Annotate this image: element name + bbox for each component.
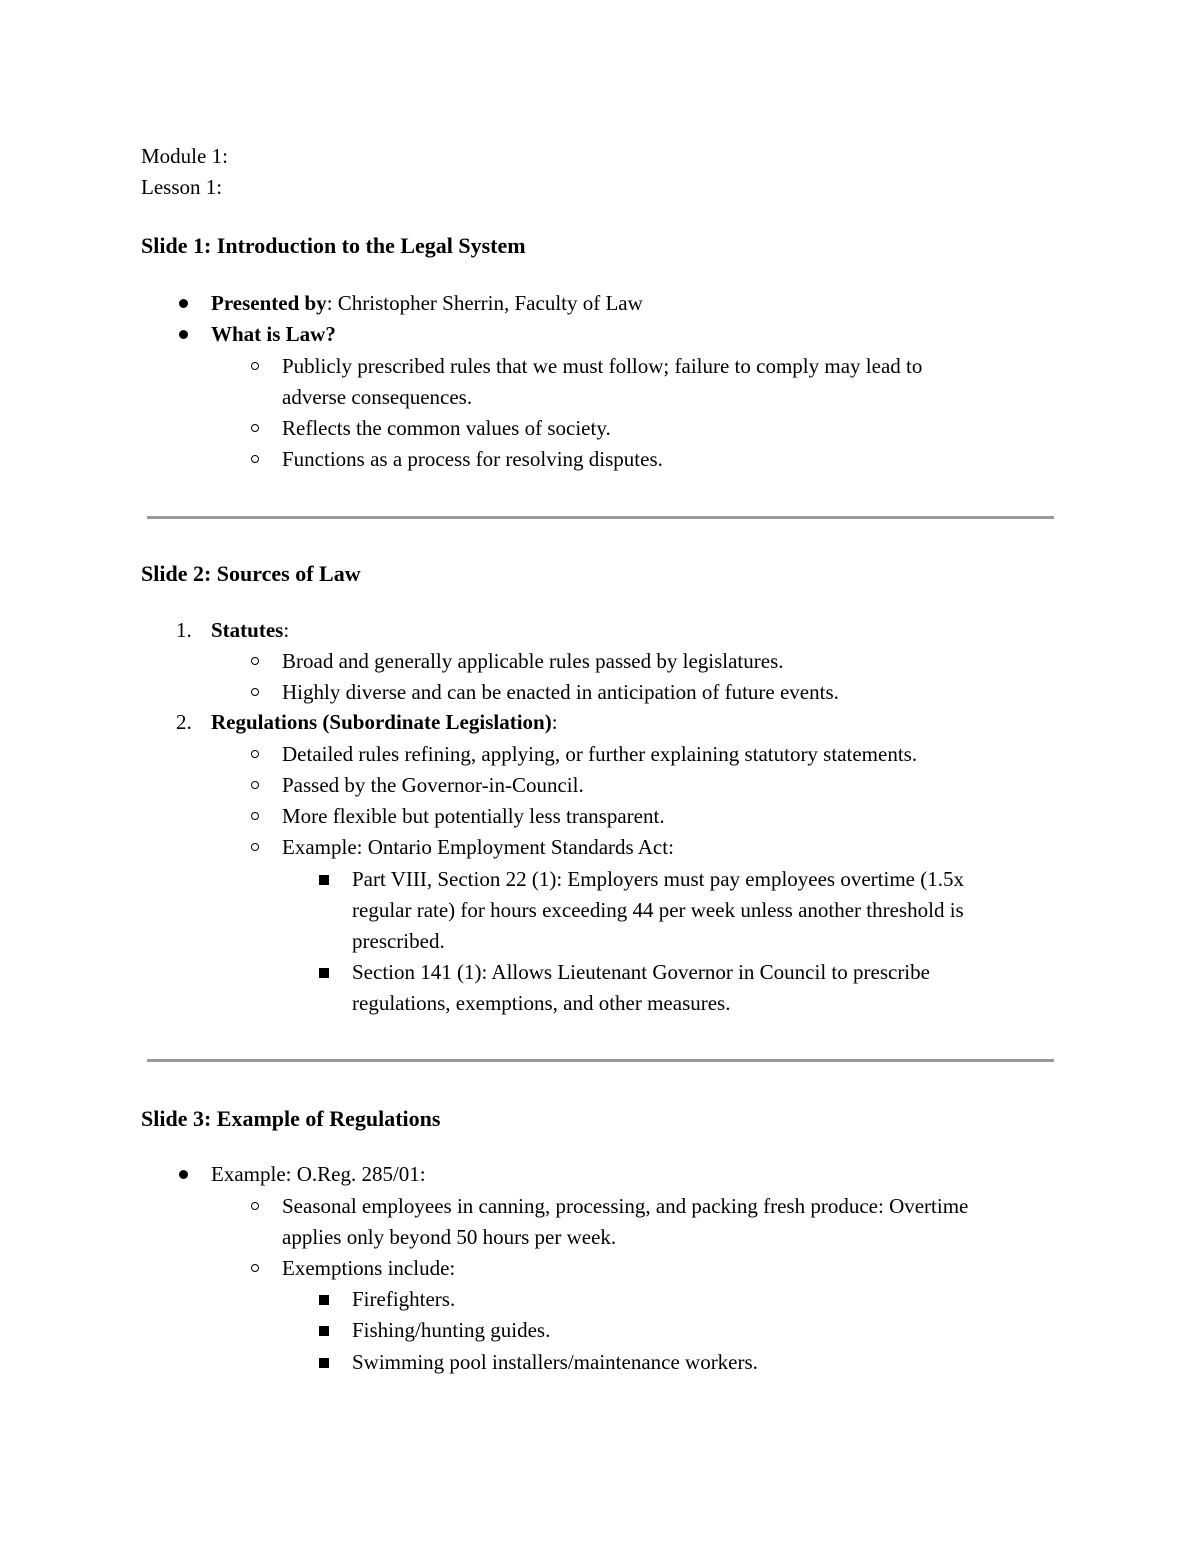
exemption-item: Swimming pool installers/maintenance workers. bbox=[352, 1350, 758, 1374]
section22-line3: prescribed. bbox=[352, 929, 445, 953]
lesson-heading: Lesson 1: bbox=[141, 175, 223, 199]
bullet-square-icon bbox=[319, 1326, 329, 1336]
seasonal-line1: Seasonal employees in canning, processing, and packing fresh produce: Overtime bbox=[282, 1194, 969, 1218]
statutes-detail: Broad and generally applicable rules passed by legislatures. bbox=[282, 649, 784, 673]
section22-line1: Part VIII, Section 22 (1): Employers must pay employees overtime (1.5x bbox=[352, 867, 964, 891]
section141-line1: Section 141 (1): Allows Lieutenant Governor in Council to prescribe bbox=[352, 960, 930, 984]
law-definition-line1: Publicly prescribed rules that we must follow; failure to comply may lead to bbox=[282, 354, 923, 378]
bullet-circle-icon bbox=[251, 455, 259, 463]
exemption-item: Fishing/hunting guides. bbox=[352, 1318, 551, 1342]
list-number: 1. bbox=[176, 618, 192, 642]
bullet-circle-icon bbox=[251, 1264, 259, 1272]
law-values-item: Reflects the common values of society. bbox=[282, 416, 611, 440]
horizontal-divider bbox=[147, 516, 1054, 519]
regulations-detail: Detailed rules refining, applying, or further explaining statutory statements. bbox=[282, 742, 918, 766]
exemption-item: Firefighters. bbox=[352, 1287, 456, 1311]
slide1-title: Slide 1: Introduction to the Legal System bbox=[141, 233, 526, 258]
bullet-dot-icon bbox=[179, 299, 188, 308]
bullet-circle-icon bbox=[251, 843, 259, 851]
presented-by-label: Presented by bbox=[211, 291, 327, 315]
statutes-detail: Highly diverse and can be enacted in anticipation of future events. bbox=[282, 680, 839, 704]
bullet-circle-icon bbox=[251, 424, 259, 432]
bullet-circle-icon bbox=[251, 657, 259, 665]
bullet-square-icon bbox=[319, 1358, 329, 1368]
bullet-circle-icon bbox=[251, 812, 259, 820]
regulations-detail: Passed by the Governor-in-Council. bbox=[282, 773, 584, 797]
list-number: 2. bbox=[176, 710, 192, 734]
bullet-dot-icon bbox=[179, 1170, 188, 1179]
oreg-example: Example: O.Reg. 285/01: bbox=[211, 1162, 426, 1186]
regulations-detail: Example: Ontario Employment Standards Act: bbox=[282, 835, 674, 859]
bullet-circle-icon bbox=[251, 362, 259, 370]
statutes-line: Statutes: bbox=[211, 618, 290, 642]
regulations-label: Regulations (Subordinate Legislation) bbox=[211, 710, 552, 734]
regulations-line: Regulations (Subordinate Legislation): bbox=[211, 710, 558, 734]
presented-by-line bbox=[211, 289, 643, 317]
what-is-law-label: What is Law? bbox=[211, 322, 336, 346]
seasonal-line2: applies only beyond 50 hours per week. bbox=[282, 1225, 617, 1249]
section22-line2: regular rate) for hours exceeding 44 per week unless another threshold is bbox=[352, 898, 964, 922]
statutes-label: Statutes bbox=[211, 618, 284, 642]
presented-by-value: : Christopher Sherrin, Faculty of Law bbox=[326, 291, 643, 315]
bullet-square-icon bbox=[319, 875, 329, 885]
bullet-square-icon bbox=[319, 968, 329, 978]
regulations-detail: More flexible but potentially less transparent. bbox=[282, 804, 665, 828]
slide3-title: Slide 3: Example of Regulations bbox=[141, 1106, 441, 1131]
law-disputes-item: Functions as a process for resolving disputes. bbox=[282, 447, 663, 471]
bullet-square-icon bbox=[319, 1295, 329, 1305]
horizontal-divider bbox=[147, 1059, 1054, 1062]
module-heading: Module 1: bbox=[141, 144, 228, 168]
bullet-circle-icon bbox=[251, 750, 259, 758]
section141-line2: regulations, exemptions, and other measures. bbox=[352, 991, 731, 1015]
exemptions-label: Exemptions include: bbox=[282, 1256, 456, 1280]
slide2-title: Slide 2: Sources of Law bbox=[141, 561, 361, 586]
bullet-circle-icon bbox=[251, 1202, 259, 1210]
bullet-dot-icon bbox=[179, 330, 188, 339]
bullet-circle-icon bbox=[251, 688, 259, 696]
law-definition-line2: adverse consequences. bbox=[282, 385, 473, 409]
bullet-circle-icon bbox=[251, 781, 259, 789]
